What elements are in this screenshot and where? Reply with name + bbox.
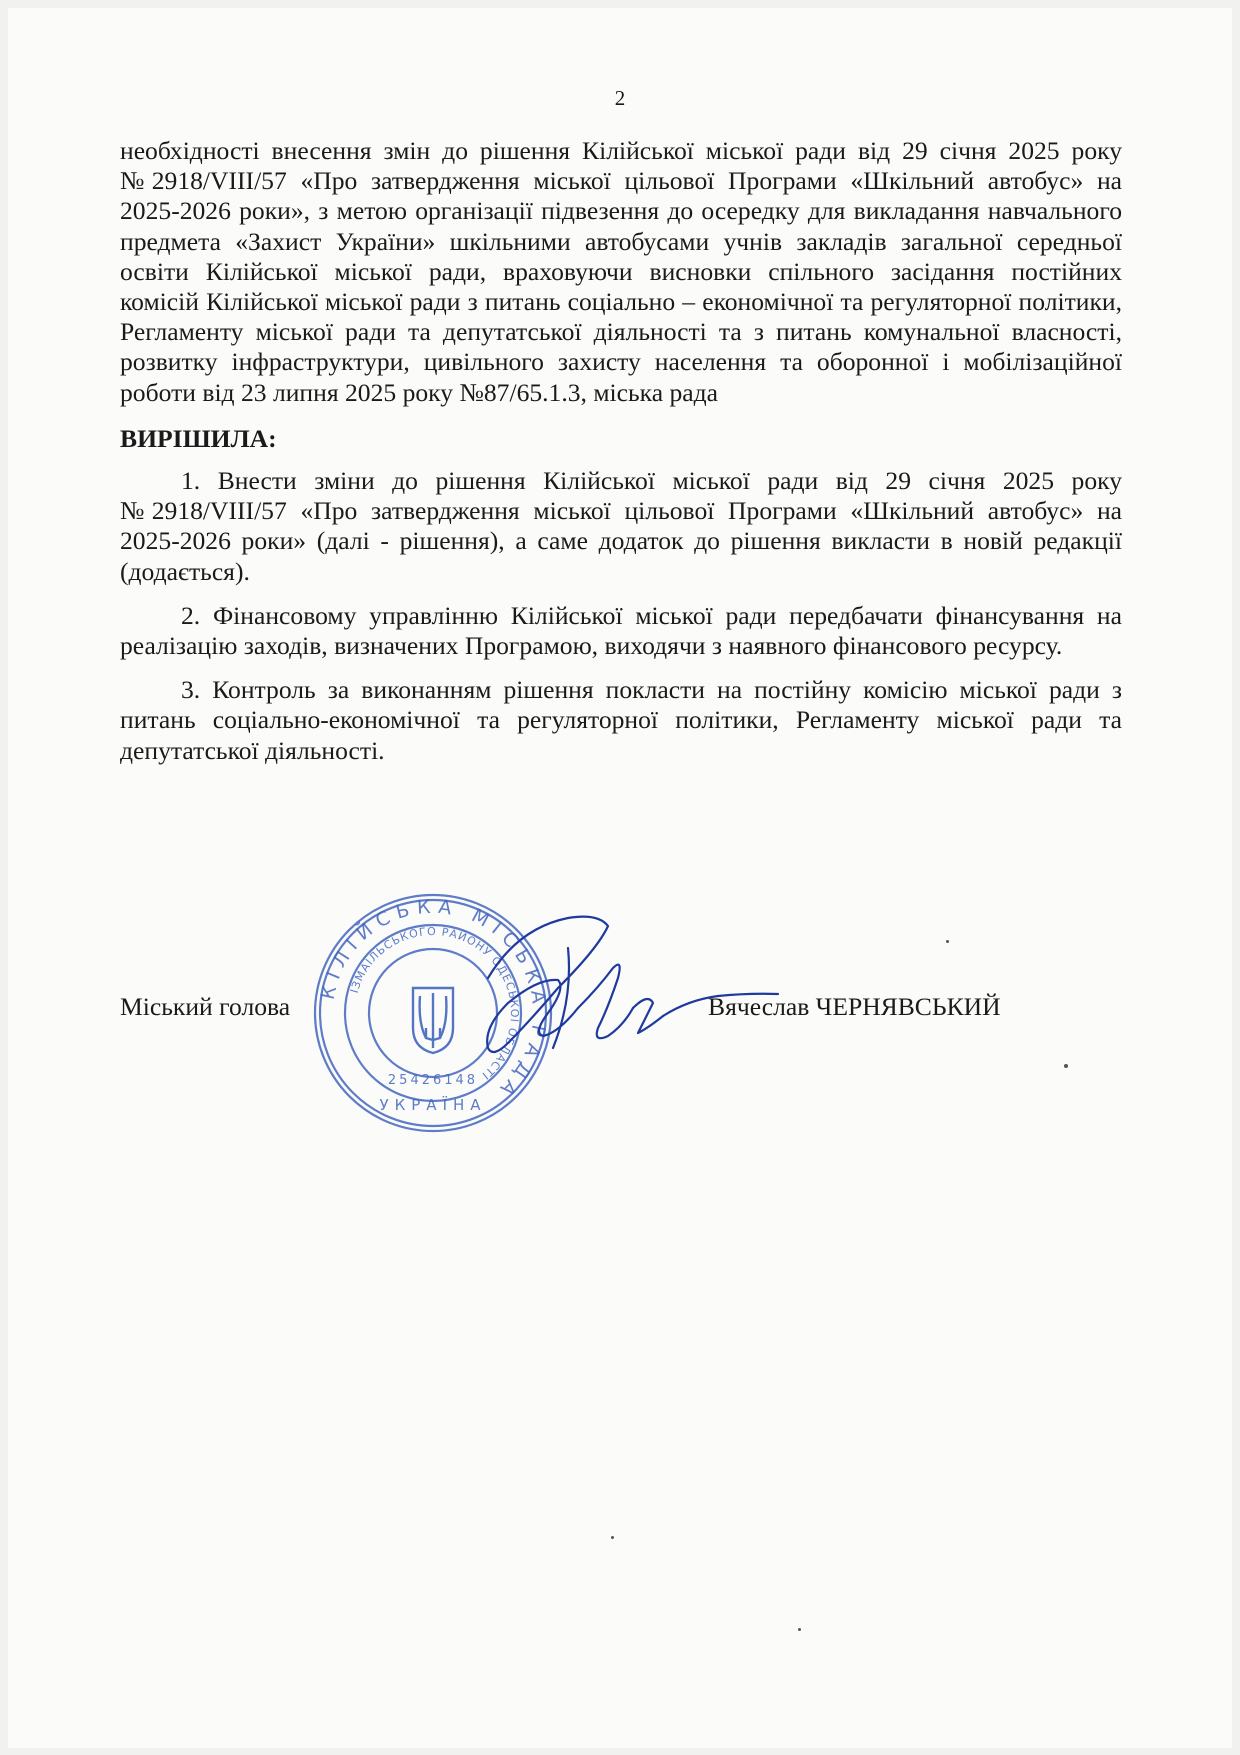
decision-item-1: 1. Внести зміни до рішення Кілійської міської ради від 29 січня 2025 року №2918/VIII/57 «Про затвердження міської цільової Програми «Шкільний автобус» на 2025-2026 роки» (далі - рішення), а саме додаток до рішення викласти в новій редакції (додається). [120,466,1122,586]
stamp-outer-text: КІЛІЙСЬКА МІСЬКА РАДА [316,895,551,1105]
scan-speck [1064,1064,1068,1068]
scan-speck [946,940,949,943]
stamp-code: 25426148 [387,1073,479,1088]
decision-item-2: 2. Фінансовому управлінню Кілійської міської ради передбачати фінансування на реалізацію заходів, визначених Програмою, виходячи з наявного фінансового ресурсу. [120,600,1122,661]
signatory-position: Міський голова [120,992,291,1021]
stamp-country: УКРАЇНА [379,1096,487,1114]
document-page [8,8,1232,1748]
scan-speck [611,1536,614,1539]
signatory-name: Вячеслав ЧЕРНЯВСЬКИЙ [708,992,1001,1021]
page-number: 2 [614,86,626,110]
decision-heading: ВИРІШИЛА: [120,423,277,453]
document-body [120,136,1122,766]
stamp-inner-text: ІЗМАЇЛЬСЬКОГО РАЙОНУ ОДЕСЬКОЇ ОБЛАСТІ [347,924,522,1083]
scan-speck [798,1628,801,1631]
decision-item-3: 3. Контроль за виконанням рішення покласти на постійну комісію міської ради з питань соціально-економічної та регуляторної політики, Регламенту міської ради та депутатської діяльності. [120,675,1122,765]
handwritten-signature [448,908,788,1068]
intro-paragraph: необхідності внесення змін до рішення Кілійської міської ради від 29 січня 2025 року №2918/VIII/57 «Про затвердження міської цільової Програми «Шкільний автобус» на 2025-2026 роки», з метою організації підвезення до осередку для викладання навчального предмета «Захист України» шкільними автобусами учнів закладів загальної середньої освіти Кілійської міської ради, враховуючи висновки спільного засідання постійних комісій Кілійської міської ради з питань соціально – економічної та регуляторної політики, Регламенту міської ради та депутатської діяльності та з питань комунальної власності, розвитку інфраструктури, цивільного захисту населення та оборонної і мобілізаційної роботи від 23 липня 2025 року №87/65.1.3, міська рада [120,136,1122,407]
trident-icon [413,988,453,1053]
